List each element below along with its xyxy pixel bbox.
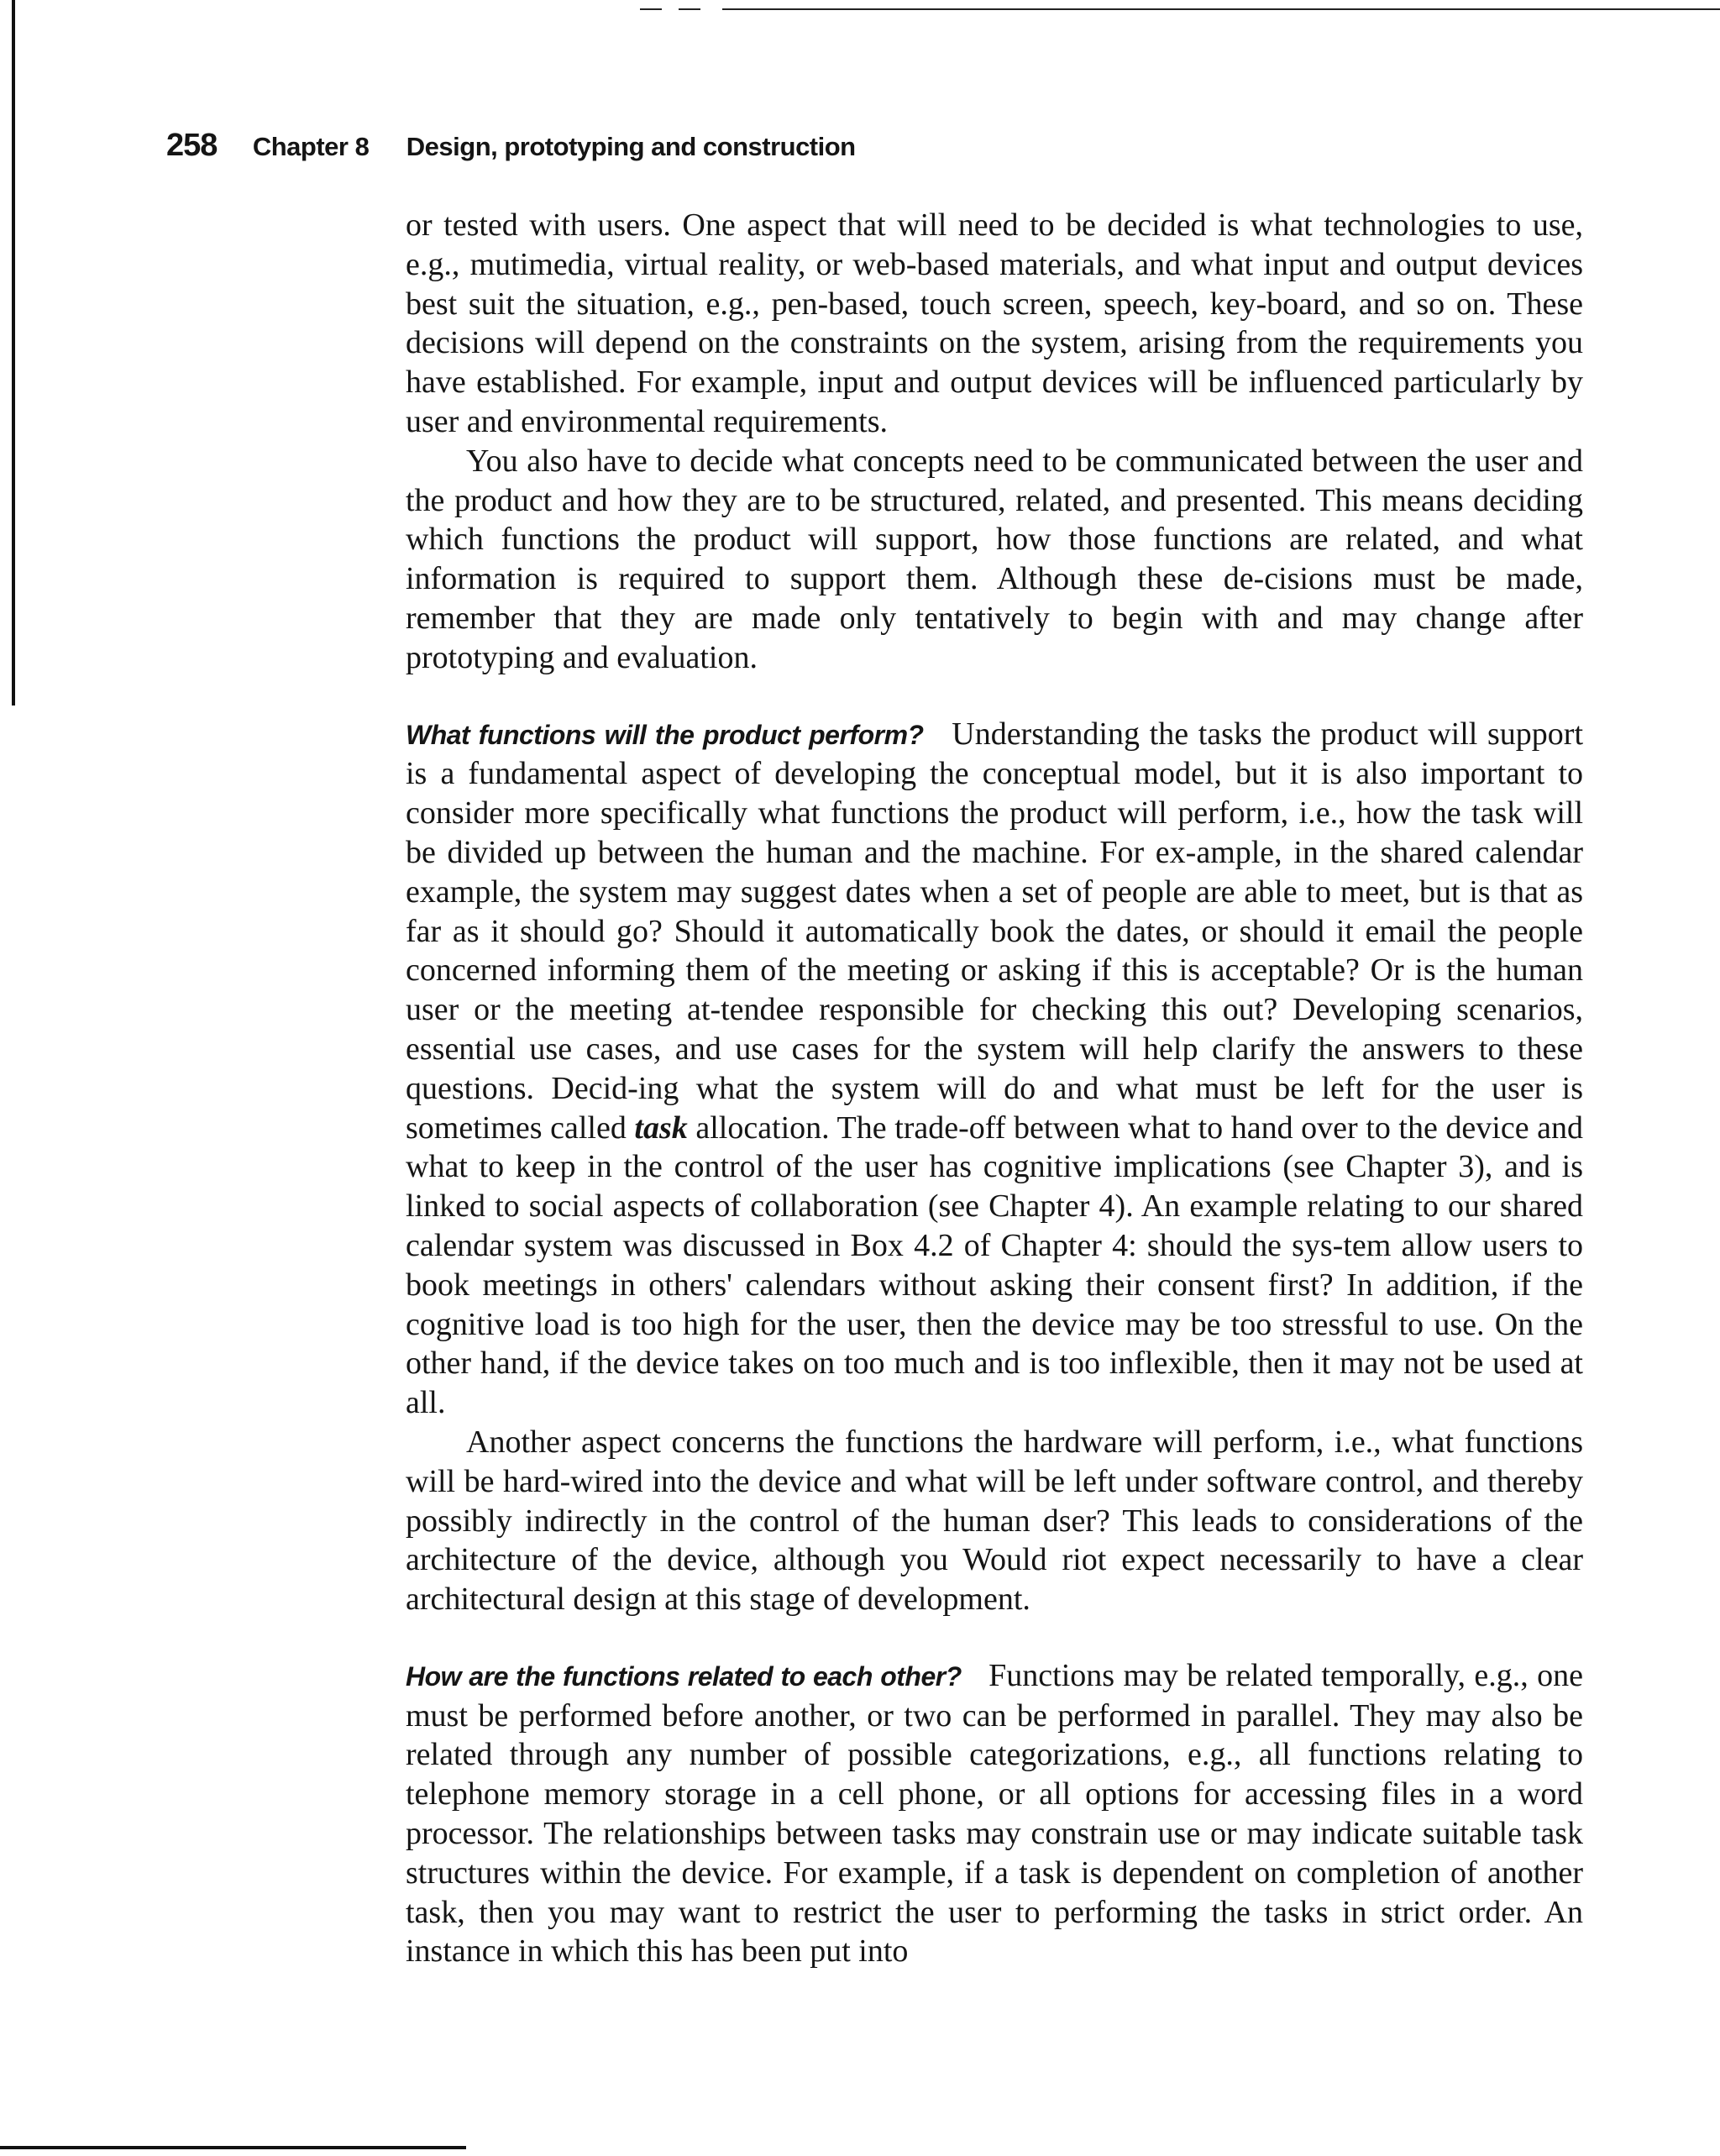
section-heading-functions-performed: What functions will the product perform? — [406, 719, 924, 750]
paragraph-1: or tested with users. One aspect that will need to be decided is what technologies to use, e.g., mutimedia, virtual reality, or web-based materials, and what input and output devices best suit the situation, e.g., pen-based, touch screen, speech, key-board, and so on. These decisions will depend on the constraints on the system, arising from the requirements you have established. For example, input and output devices will be influenced particularly by user and environmental requirements. — [406, 207, 1583, 439]
section-text-a: Understanding the tasks the product will support is a fundamental aspect of developing the conceptual model, but it is also important to consider more specifically what functions the product will perform, i.e., how the task will be divided up between the human and the machine. For ex-ample, in the shared calendar example, the system may suggest dates when a set of people are able to meet, but is that as far as it should go? Should it automatically book the dates, or should it email the people concerned informing them of the meeting or asking if this is acceptable? Or is the human user or the meeting at-tendee responsible for checking this out? Developing scenarios, essential use cases, and use cases for the system will help clarify the answers to these questions. Decid-ing what the system will do and what must be left for the user is sometimes called — [406, 716, 1584, 1146]
section-text-b: allocation. The trade-off between what to hand over to the device and what to keep in the control of the user has cognitive implications (see Chapter 3), and is linked to social aspects of collaboration (see Chapter 4). An example relating to our shared calendar system was discussed in Box 4.2 of Chapter 4: should the sys-tem allow users to book meetings in others' calendars without asking their consent first? In addition, if the cognitive load is too high for the user, then the device may be too stressful to use. On the other hand, if the device takes on too much and is too inflexible, then it may not be used at all. — [406, 1109, 1583, 1421]
paragraph-2: You also have to decide what concepts need to be communicated between the user and the product and how they are to be structured, related, and presented. This means deciding which functions the product will support, how those functions are related, and what information is required to support them. Although these de-cisions must be made, remember that they are made only tentatively to begin with and may change after prototyping and evaluation. — [406, 443, 1583, 675]
section-functions-related — [406, 1656, 1583, 1971]
top-dash-1 — [640, 8, 662, 10]
left-margin-bar — [12, 0, 15, 706]
section-text: Functions may be related temporally, e.g., one must be performed before another, or two can be performed in parallel. They may also be related through any number of possible categorizations, e.g., all functions relating to telephone memory storage in a cell phone, or all options for accessing files in a word processor. The relationships between tasks may constrain use or may indicate suitable task structures within the device. For example, if a task is dependent on completion of another task, then you may want to restrict the user to performing the tasks in strict order. An instance in which this has been put into — [406, 1657, 1584, 1970]
bottom-rule — [0, 2146, 466, 2149]
top-rule — [722, 8, 1720, 10]
top-dash-2 — [679, 8, 700, 10]
chapter-title: Design, prototyping and construction — [406, 132, 856, 161]
running-header — [166, 128, 856, 164]
section-functions-performed — [406, 715, 1583, 1423]
body-text — [406, 206, 1583, 1971]
page-number: 258 — [166, 128, 218, 163]
chapter-label: Chapter 8 — [252, 132, 370, 161]
paragraph-4: Another aspect concerns the functions the hardware will perform, i.e., what functions will be hard-wired into the device and what will be left under software control, and thereby possibly indirectly in the control of the human dser? This leads to considerations of the architecture of the device, although you Would riot expect necessarily to have a clear architectural design at this stage of development. — [406, 1424, 1583, 1618]
term-task: task — [634, 1109, 688, 1146]
section-heading-functions-related: How are the functions related to each other? — [406, 1660, 962, 1692]
